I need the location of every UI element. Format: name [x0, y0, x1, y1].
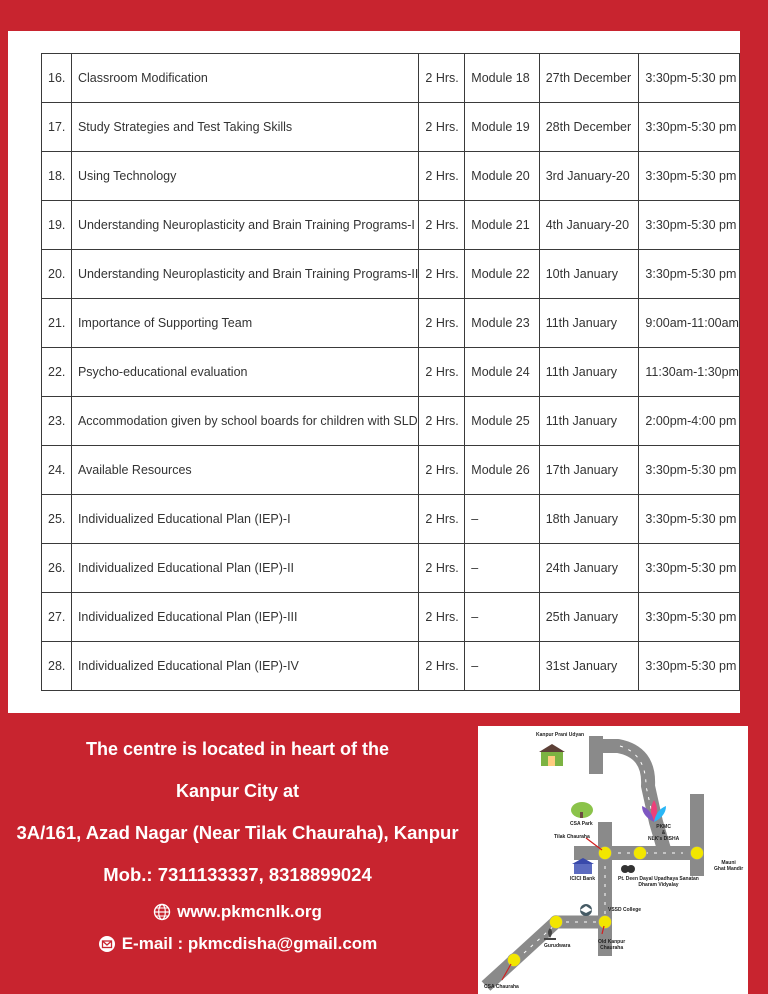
session-time: 3:30pm-5:30 pm — [639, 250, 740, 299]
session-module: Module 25 — [465, 397, 539, 446]
table-row — [42, 348, 740, 397]
row-number: 23. — [42, 397, 72, 446]
park-icon — [571, 802, 593, 818]
session-duration: 2 Hrs. — [419, 54, 465, 103]
session-module: – — [465, 495, 539, 544]
session-title: Importance of Supporting Team — [71, 299, 418, 348]
session-duration: 2 Hrs. — [419, 544, 465, 593]
session-time: 3:30pm-5:30 pm — [639, 544, 740, 593]
session-date: 25th January — [539, 593, 639, 642]
map-label-pkmc-1: PKMC — [656, 824, 671, 830]
session-time: 11:30am-1:30pm — [639, 348, 740, 397]
map-label-tilak: Tilak Chauraha — [554, 834, 590, 840]
session-date: 17th January — [539, 446, 639, 495]
schedule-panel — [8, 31, 740, 713]
session-title: Classroom Modification — [71, 54, 418, 103]
location-line-1: The centre is located in heart of the — [85, 739, 390, 759]
schedule-table — [41, 53, 740, 691]
mobile-numbers: Mob.: 7311133337, 8318899024 — [103, 864, 372, 885]
map-label-vidyalay — [618, 876, 699, 888]
session-date: 11th January — [539, 348, 639, 397]
session-duration: 2 Hrs. — [419, 201, 465, 250]
session-module: Module 24 — [465, 348, 539, 397]
map-label-csa-park: CSA Park — [570, 821, 593, 827]
session-duration: 2 Hrs. — [419, 250, 465, 299]
map-label-pkmc — [648, 824, 679, 842]
row-number: 22. — [42, 348, 72, 397]
session-title: Psycho-educational evaluation — [71, 348, 418, 397]
map-label-old-kanpur — [598, 939, 625, 951]
session-module: Module 26 — [465, 446, 539, 495]
table-row — [42, 152, 740, 201]
session-time: 3:30pm-5:30 pm — [639, 152, 740, 201]
session-title: Available Resources — [71, 446, 418, 495]
row-number: 20. — [42, 250, 72, 299]
session-title: Study Strategies and Test Taking Skills — [71, 103, 418, 152]
table-row — [42, 544, 740, 593]
session-title: Individualized Educational Plan (IEP)-IV — [71, 642, 418, 691]
session-module: – — [465, 642, 539, 691]
email-row[interactable] — [0, 928, 475, 960]
session-title: Individualized Educational Plan (IEP)-III — [71, 593, 418, 642]
email-icon — [98, 935, 116, 953]
row-number: 17. — [42, 103, 72, 152]
school-icon — [621, 865, 635, 873]
table-row — [42, 495, 740, 544]
session-date: 28th December — [539, 103, 639, 152]
map-label-mauni-2: Ghat Mandir — [714, 866, 744, 872]
session-duration: 2 Hrs. — [419, 642, 465, 691]
session-time: 2:00pm-4:00 pm — [639, 397, 740, 446]
session-duration: 2 Hrs. — [419, 299, 465, 348]
session-title: Accommodation given by school boards for children with SLD — [71, 397, 418, 446]
session-date: 4th January-20 — [539, 201, 639, 250]
session-date: 11th January — [539, 299, 639, 348]
session-module: – — [465, 593, 539, 642]
table-row — [42, 397, 740, 446]
row-number: 26. — [42, 544, 72, 593]
session-module: – — [465, 544, 539, 593]
session-title: Understanding Neuroplasticity and Brain Training Programs-I — [71, 201, 418, 250]
map-label-csa-chauraha: CSA Chauraha — [484, 984, 519, 990]
row-number: 21. — [42, 299, 72, 348]
session-time: 9:00am-11:00am — [639, 299, 740, 348]
session-duration: 2 Hrs. — [419, 152, 465, 201]
session-time: 3:30pm-5:30 pm — [639, 103, 740, 152]
session-module: Module 23 — [465, 299, 539, 348]
location-map — [478, 726, 748, 994]
session-title: Individualized Educational Plan (IEP)-I — [71, 495, 418, 544]
table-row — [42, 54, 740, 103]
table-row — [42, 593, 740, 642]
session-time: 3:30pm-5:30 pm — [639, 446, 740, 495]
zoo-icon — [539, 744, 565, 766]
session-module: Module 19 — [465, 103, 539, 152]
table-row — [42, 299, 740, 348]
table-row — [42, 201, 740, 250]
table-row — [42, 103, 740, 152]
map-label-old-kanpur-2: Chauraha — [600, 945, 624, 951]
website-link[interactable]: www.pkmcnlk.org — [177, 902, 322, 921]
map-label-old-kanpur-1: Old Kanpur — [598, 939, 626, 945]
row-number: 18. — [42, 152, 72, 201]
session-module: Module 20 — [465, 152, 539, 201]
session-module: Module 18 — [465, 54, 539, 103]
map-label-pkmc-2: & — [661, 830, 666, 836]
session-time: 3:30pm-5:30 pm — [639, 495, 740, 544]
schedule-table-body — [42, 54, 740, 691]
map-roads — [478, 726, 748, 994]
globe-icon — [153, 903, 171, 921]
address-line: 3A/161, Azad Nagar (Near Tilak Chauraha), Kanpur — [16, 822, 459, 843]
session-date: 24th January — [539, 544, 639, 593]
session-duration: 2 Hrs. — [419, 495, 465, 544]
table-row — [42, 446, 740, 495]
table-row — [42, 642, 740, 691]
session-module: Module 22 — [465, 250, 539, 299]
session-time: 3:30pm-5:30 pm — [639, 201, 740, 250]
map-label-udyan: Kanpur Prani Udyan — [536, 732, 585, 738]
row-number: 16. — [42, 54, 72, 103]
session-date: 18th January — [539, 495, 639, 544]
row-number: 28. — [42, 642, 72, 691]
map-label-vssd: VSSD College — [608, 907, 642, 913]
session-duration: 2 Hrs. — [419, 593, 465, 642]
map-label-mauni — [714, 860, 743, 872]
session-title: Using Technology — [71, 152, 418, 201]
college-icon — [580, 904, 592, 916]
row-number: 25. — [42, 495, 72, 544]
session-duration: 2 Hrs. — [419, 397, 465, 446]
session-duration: 2 Hrs. — [419, 348, 465, 397]
session-module: Module 21 — [465, 201, 539, 250]
session-title: Individualized Educational Plan (IEP)-II — [71, 544, 418, 593]
session-duration: 2 Hrs. — [419, 446, 465, 495]
table-row — [42, 250, 740, 299]
row-number: 19. — [42, 201, 72, 250]
session-date: 31st January — [539, 642, 639, 691]
session-duration: 2 Hrs. — [419, 103, 465, 152]
session-time: 3:30pm-5:30 pm — [639, 593, 740, 642]
session-time: 3:30pm-5:30 pm — [639, 642, 740, 691]
map-label-vidyalay-1: Pt. Deen Dayal Upadhaya Sanatan — [618, 876, 699, 882]
map-label-pkmc-3: NLK's DISHA — [648, 836, 680, 842]
session-date: 11th January — [539, 397, 639, 446]
map-label-vidyalay-2: Dharam Vidyalay — [638, 882, 679, 888]
email-address[interactable]: E-mail : pkmcdisha@gmail.com — [121, 934, 378, 953]
session-title: Understanding Neuroplasticity and Brain Training Programs-II — [71, 250, 418, 299]
map-label-icici: ICICI Bank — [570, 876, 596, 882]
row-number: 24. — [42, 446, 72, 495]
session-date: 3rd January-20 — [539, 152, 639, 201]
website-row[interactable] — [0, 896, 475, 928]
row-number: 27. — [42, 593, 72, 642]
location-line-2: Kanpur City at — [175, 781, 299, 801]
map-label-gurudwara: Gurudwara — [544, 943, 571, 949]
location-info — [0, 728, 475, 960]
session-date: 10th January — [539, 250, 639, 299]
session-time: 3:30pm-5:30 pm — [639, 54, 740, 103]
map-label-mauni-1: Mauni — [721, 860, 736, 866]
bank-icon — [572, 858, 594, 874]
session-date: 27th December — [539, 54, 639, 103]
